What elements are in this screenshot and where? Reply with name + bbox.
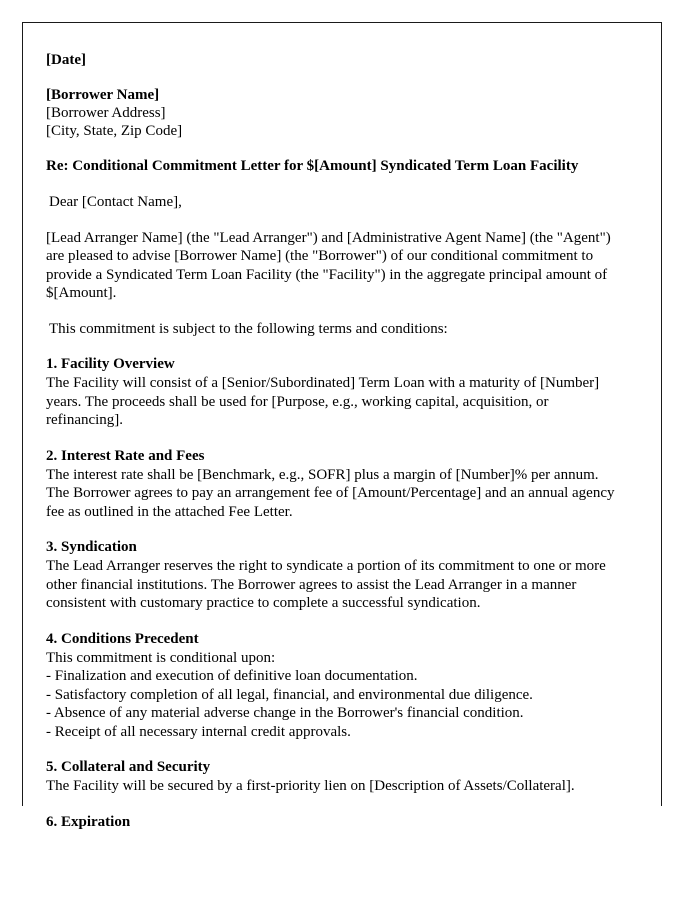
spacer xyxy=(46,796,639,813)
section-body: The Lead Arranger reserves the right to syndicate a portion of its commitment to one or more other financial institutions. The Borrower agrees to assist the Lead Arranger in a manner consistent with customary practice to complete a successful syndication. xyxy=(46,558,606,611)
section-conditions-precedent xyxy=(46,630,639,742)
recipient-address: [Borrower Address] xyxy=(46,105,166,121)
spacer xyxy=(46,338,639,355)
list-item: - Absence of any material adverse change in the Borrower's financial condition. xyxy=(46,705,524,721)
transition-line: This commitment is subject to the following terms and conditions: xyxy=(49,320,448,337)
section-heading: 5. Collateral and Security xyxy=(46,759,211,775)
spacer xyxy=(46,521,639,538)
spacer xyxy=(46,69,639,86)
recipient-name: [Borrower Name] xyxy=(46,87,160,103)
section-heading: 1. Facility Overview xyxy=(46,356,175,372)
spacer xyxy=(46,140,639,157)
section-body: The Facility will consist of a [Senior/Subordinated] Term Loan with a maturity of [Number] years. The proceeds shall be used for [Purpose, e.g., working capital, acquisition, or refinancing]. xyxy=(46,375,600,428)
list-item: - Satisfactory completion of all legal, financial, and environmental due diligence. xyxy=(46,686,533,703)
section-syndication xyxy=(46,538,639,613)
spacer xyxy=(46,212,639,229)
list-item: - Receipt of all necessary internal credit approvals. xyxy=(46,723,351,740)
document-page xyxy=(22,22,662,830)
section-interest-rate-and-fees xyxy=(46,447,639,522)
section-heading: 2. Interest Rate and Fees xyxy=(46,447,205,464)
subject-line: Re: Conditional Commitment Letter for $[Amount] Syndicated Term Loan Facility xyxy=(46,158,579,174)
spacer xyxy=(46,613,639,630)
spacer xyxy=(46,176,639,193)
list-item: - Finalization and execution of definitive loan documentation. xyxy=(46,668,418,684)
spacer xyxy=(46,741,639,758)
recipient-city-state-zip: [City, State, Zip Code] xyxy=(46,123,183,139)
salutation: Dear [Contact Name], xyxy=(49,194,182,210)
section-facility-overview xyxy=(46,355,639,430)
date-placeholder: [Date] xyxy=(46,52,86,68)
opening-paragraph: [Lead Arranger Name] (the "Lead Arranger") and [Administrative Agent Name] (the "Agent") are pleased to advise [Borrower Name] (the "Borrower") of our conditional commitment to provide a Syndicated Term Loan Facility (the "Facility") in the aggregate principal amount of $[Amount]. xyxy=(46,229,611,301)
section-expiration xyxy=(46,813,639,832)
section-collateral-and-security xyxy=(46,758,639,796)
section-heading: 6. Expiration xyxy=(46,813,131,830)
section-heading: 4. Conditions Precedent xyxy=(46,630,199,647)
spacer xyxy=(46,303,639,320)
section-body: The Facility will be secured by a first-priority lien on [Description of Assets/Collateral]. xyxy=(46,778,575,794)
spacer xyxy=(46,430,639,447)
section-heading: 3. Syndication xyxy=(46,539,137,555)
document-content xyxy=(23,23,661,832)
section-body: The interest rate shall be [Benchmark, e.g., SOFR] plus a margin of [Number]% per annum. The Borrower agrees to pay an arrangement fee of [Amount/Percentage] and an annual agency fee as outlined in the attached Fee Letter. xyxy=(46,466,615,520)
section-body: This commitment is conditional upon: xyxy=(46,649,276,666)
